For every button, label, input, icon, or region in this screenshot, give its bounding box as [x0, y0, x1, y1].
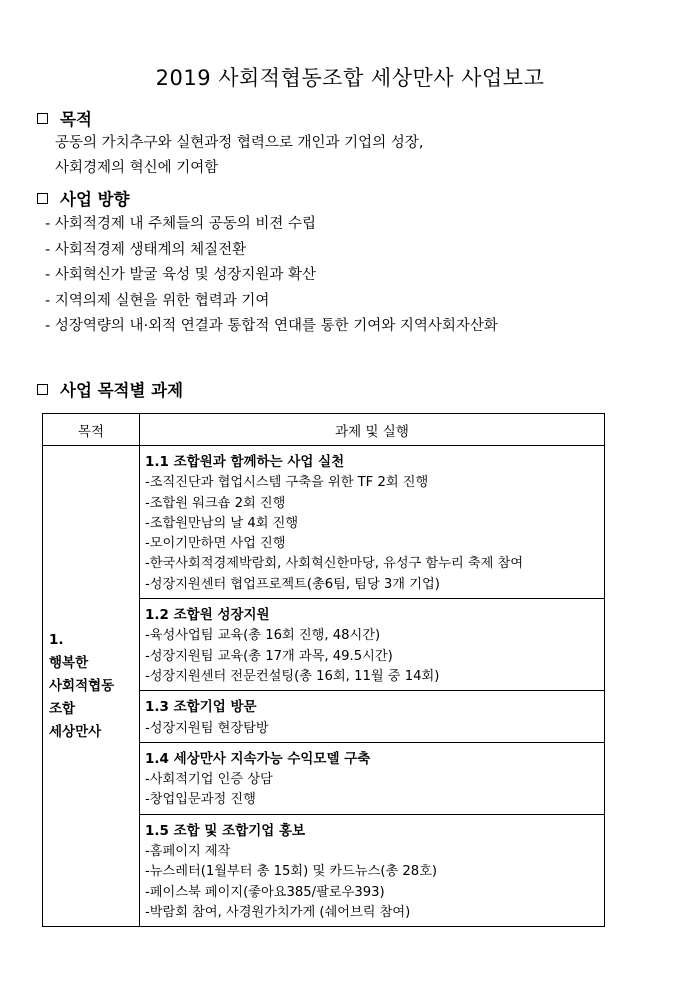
purpose-line: 공동의 가치추구와 실현과정 협력으로 개인과 기업의 성장, [55, 135, 424, 151]
purpose-cell-line: 1. [49, 631, 64, 648]
task-item: - 육성사업팀 교육(총 16회 진행, 48시간) [145, 626, 604, 646]
task-item: - 조직진단과 협업시스템 구축을 위한 TF 2회 진행 [145, 473, 604, 493]
direction-item: - 지역의제 실현을 위한 협력과 기여 [45, 289, 498, 315]
purpose-text [55, 131, 423, 181]
task-item: - 성장지원센터 협업프로젝트(총6팀, 팀당 3개 기업) [145, 575, 604, 595]
task-item: - 조합원만남의 날 4회 진행 [145, 514, 604, 534]
task-item: - 성장지원센터 전문컨설팅(총 16회, 11월 중 14회) [145, 667, 604, 687]
table-header-row [43, 414, 605, 446]
header-purpose: 목적 [43, 414, 140, 446]
task-title: 1.5 조합 및 조합기업 홍보 [145, 822, 306, 839]
table-row [43, 446, 605, 599]
header-tasks: 과제 및 실행 [140, 414, 605, 446]
task-title: 1.3 조합기업 방문 [145, 699, 257, 716]
task-item: - 뉴스레터(1월부터 총 15회) 및 카드뉴스(총 28호) [145, 862, 604, 882]
task-item: - 모이기만하면 사업 진행 [145, 534, 604, 554]
task-item: - 성장지원팀 현장탐방 [145, 719, 604, 739]
task-cell [140, 814, 605, 926]
purpose-cell-line: 세상만사 [49, 723, 102, 740]
purpose-line: 사회경제의 혁신에 기여함 [55, 160, 219, 176]
direction-item: - 사회혁신가 발굴 육성 및 성장지원과 확산 [45, 263, 498, 289]
task-item: - 조합원 워크숍 2회 진행 [145, 494, 604, 514]
direction-list [45, 212, 498, 340]
task-title: 1.1 조합원과 함께하는 사업 실천 [145, 454, 345, 470]
task-item: - 사회적기업 인증 상담 [145, 770, 604, 790]
task-table [42, 413, 605, 927]
checkbox-square-icon [37, 384, 48, 395]
section-heading-purpose [37, 106, 92, 130]
task-item: - 박람회 참여, 사경원가치가게 (쉐어브릭 참여) [145, 903, 604, 923]
task-cell [140, 691, 605, 743]
direction-item: - 사회적경제 내 주체들의 공동의 비젼 수립 [45, 212, 498, 238]
task-cell [140, 599, 605, 691]
task-title: 1.2 조합원 성장지원 [145, 607, 270, 624]
checkbox-square-icon [37, 193, 48, 204]
section-heading-purpose-label: 목적 [60, 110, 92, 129]
purpose-cell-line: 조합 [49, 700, 76, 717]
section-heading-direction [37, 186, 130, 210]
section-heading-tasks [37, 377, 183, 401]
purpose-cell [43, 446, 140, 927]
task-title: 1.4 세상만사 지속가능 수익모델 구축 [145, 750, 371, 767]
task-item: - 페이스북 페이지(좋아요385/팔로우393) [145, 883, 604, 903]
purpose-cell-line: 사회적협동 [49, 677, 115, 694]
task-item: - 홈페이지 제작 [145, 842, 604, 862]
task-cell [140, 446, 605, 599]
task-item: - 성장지원팀 교육(총 17개 과목, 49.5시간) [145, 647, 604, 667]
purpose-cell-line: 행복한 [49, 654, 89, 671]
direction-item: - 사회적경제 생태계의 체질전환 [45, 238, 498, 264]
document-title: 2019 사회적협동조합 세상만사 사업보고 [155, 66, 545, 90]
section-heading-tasks-label: 사업 목적별 과제 [60, 381, 184, 400]
task-cell [140, 742, 605, 814]
checkbox-square-icon [37, 113, 48, 124]
task-item: - 창업입문과정 진행 [145, 790, 604, 810]
task-item: - 한국사회적경제박람회, 사회혁신한마당, 유성구 함누리 축제 참여 [145, 554, 604, 574]
section-heading-direction-label: 사업 방향 [60, 190, 130, 209]
direction-item: - 성장역량의 내·외적 연결과 통합적 연대를 통한 기여와 지역사회자산화 [45, 314, 498, 340]
